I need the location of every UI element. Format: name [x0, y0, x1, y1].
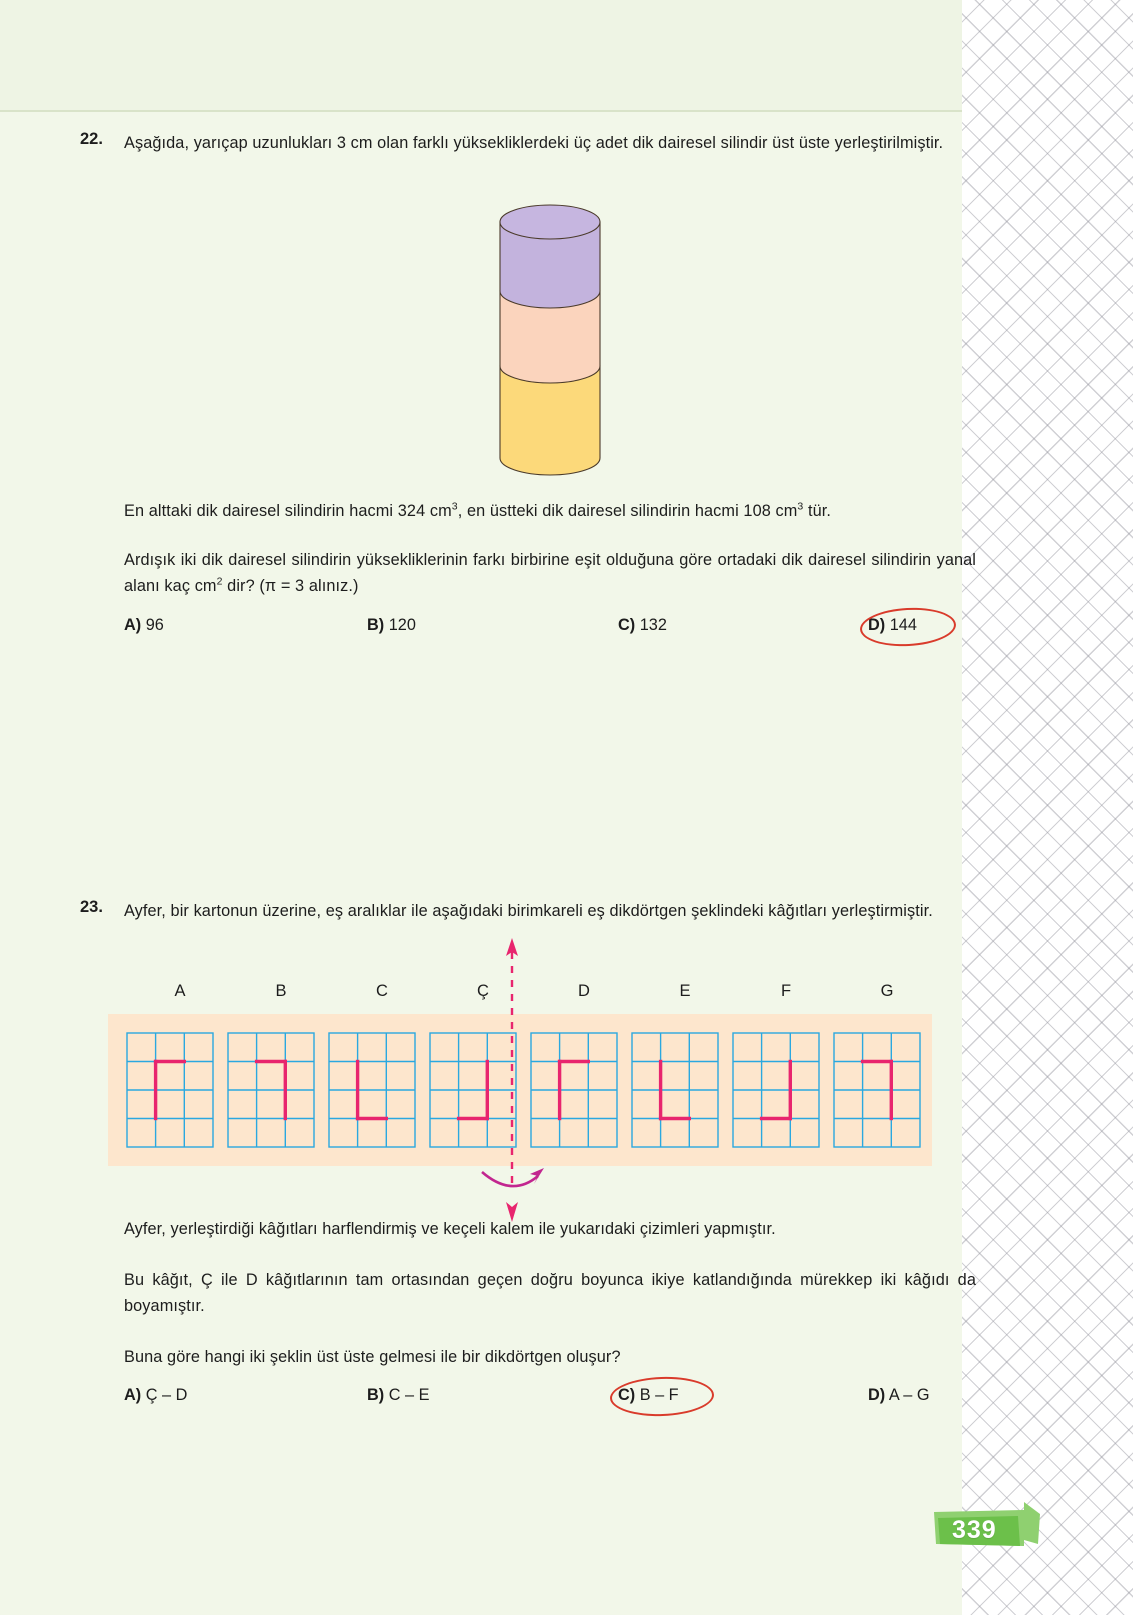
choice-23-A[interactable] — [124, 1386, 187, 1405]
question-23-choices — [124, 1386, 976, 1420]
grid-card-C-svg — [328, 1032, 416, 1148]
choice-22-B[interactable] — [367, 616, 416, 635]
choice-22-B-text: 120 — [388, 615, 416, 634]
choice-23-D[interactable] — [868, 1386, 930, 1405]
p3-part-b: dir? (π = 3 alınız.) — [222, 577, 359, 595]
question-23-body — [124, 898, 976, 941]
choice-23-C[interactable] — [618, 1386, 679, 1405]
grid-card-A-svg — [126, 1032, 214, 1148]
grid-card-B-svg — [227, 1032, 315, 1148]
choice-23-D-text: A – G — [888, 1386, 930, 1404]
choice-23-B-letter: B) — [367, 1386, 385, 1404]
lettered-grid-figure — [108, 982, 960, 1182]
grid-card-F-svg — [732, 1032, 820, 1148]
choice-22-A-text: 96 — [145, 615, 164, 634]
question-22-number: 22. — [80, 130, 103, 148]
question-23-number: 23. — [80, 898, 103, 916]
choice-23-A-letter: A) — [124, 1386, 142, 1404]
choice-23-B[interactable] — [367, 1386, 429, 1405]
choice-22-A-letter: A) — [124, 615, 142, 634]
choice-23-A-text: Ç – D — [145, 1386, 188, 1404]
p2-part-c: tür. — [803, 502, 832, 520]
choice-22-D[interactable] — [868, 616, 917, 635]
stacked-cylinders-figure — [490, 200, 610, 495]
question-22-paragraph-2 — [124, 498, 976, 525]
card-letter-C-cedilla: Ç — [477, 982, 489, 1000]
decorative-lattice-strip — [962, 0, 1133, 1615]
choice-22-D-letter: D) — [868, 615, 886, 634]
choice-22-A[interactable] — [124, 616, 164, 635]
grid-card-E-svg — [631, 1032, 719, 1148]
card-letter-G: G — [880, 982, 894, 1000]
choice-22-C-text: 132 — [639, 615, 667, 634]
card-letter-B: B — [275, 982, 287, 1000]
grid-card-G — [833, 1032, 921, 1148]
cylinder-top-cap — [500, 205, 600, 239]
card-letter-A: A — [174, 982, 186, 1000]
p2-sup-1: 3 — [451, 500, 458, 513]
p2-sup-2: 3 — [797, 500, 804, 513]
card-letter-D: D — [578, 982, 590, 1000]
choice-23-C-letter: C) — [618, 1386, 636, 1404]
fold-axis-svg — [472, 936, 552, 1224]
p2-part-b: , en üstteki dik dairesel silindirin hacmi 108 cm — [457, 502, 798, 520]
p3-sup: 2 — [216, 575, 223, 588]
card-letter-E: E — [679, 982, 691, 1000]
choice-23-C-text: B – F — [639, 1386, 679, 1404]
header-divider — [0, 110, 962, 112]
p3-part-a: Ardışık iki dik dairesel silindirin yüksekliklerinin farkı birbirine eşit olduğuna göre ortadaki dik dairesel silindirin yanal alanı kaç cm — [124, 550, 976, 595]
choice-22-C[interactable] — [618, 616, 667, 635]
grid-card-F — [732, 1032, 820, 1148]
fold-axis-line — [472, 936, 552, 1229]
question-23-paragraph-3: Bu kâğıt, Ç ile D kâğıtlarının tam ortasından geçen doğru boyunca ikiye katlandığında mürekkep iki kâğıdı da boyamıştır. — [124, 1270, 976, 1315]
choice-23-D-letter: D) — [868, 1386, 886, 1404]
card-letter-C: C — [376, 982, 388, 1000]
choice-22-B-letter: B) — [367, 615, 385, 634]
choice-22-C-letter: C) — [618, 615, 636, 634]
grid-card-A — [126, 1032, 214, 1148]
choice-22-D-text: 144 — [889, 615, 917, 634]
grid-card-C — [328, 1032, 416, 1148]
grid-card-E — [631, 1032, 719, 1148]
curved-fold-arrow — [482, 1172, 538, 1186]
question-22-stem: Aşağıda, yarıçap uzunlukları 3 cm olan farklı yüksekliklerdeki üç adet dik dairesel silindir üst üste yerleştirilmiştir. — [124, 134, 944, 152]
p2-part-a: En alttaki dik dairesel silindirin hacmi 324 cm — [124, 502, 452, 520]
card-letter-F: F — [780, 982, 792, 1000]
question-23-paragraph-4: Buna göre hangi iki şeklin üst üste gelmesi ile bir dikdörtgen oluşur? — [124, 1347, 621, 1366]
question-23-paragraph-2: Ayfer, yerleştirdiği kâğıtları harflendirmiş ve keçeli kalem ile yukarıdaki çizimleri yapmıştır. — [124, 1220, 776, 1238]
page-number-label: 339 — [952, 1516, 997, 1544]
page-header-band — [0, 0, 962, 110]
question-23-text-block — [124, 1216, 976, 1420]
grid-card-B — [227, 1032, 315, 1148]
question-22-text-block — [124, 498, 976, 650]
question-23-stem: Ayfer, bir kartonun üzerine, eş aralıklar ile aşağıdaki birimkareli eş dikdörtgen şeklindeki kâğıtları yerleştirmiştir. — [124, 902, 933, 920]
choice-23-B-text: C – E — [388, 1386, 430, 1404]
question-22-body — [124, 130, 976, 173]
page-number-tab — [932, 1500, 1052, 1561]
cylinder-svg — [490, 200, 610, 490]
question-22-paragraph-3 — [124, 547, 976, 600]
grid-card-G-svg — [833, 1032, 921, 1148]
question-22-choices — [124, 616, 976, 650]
